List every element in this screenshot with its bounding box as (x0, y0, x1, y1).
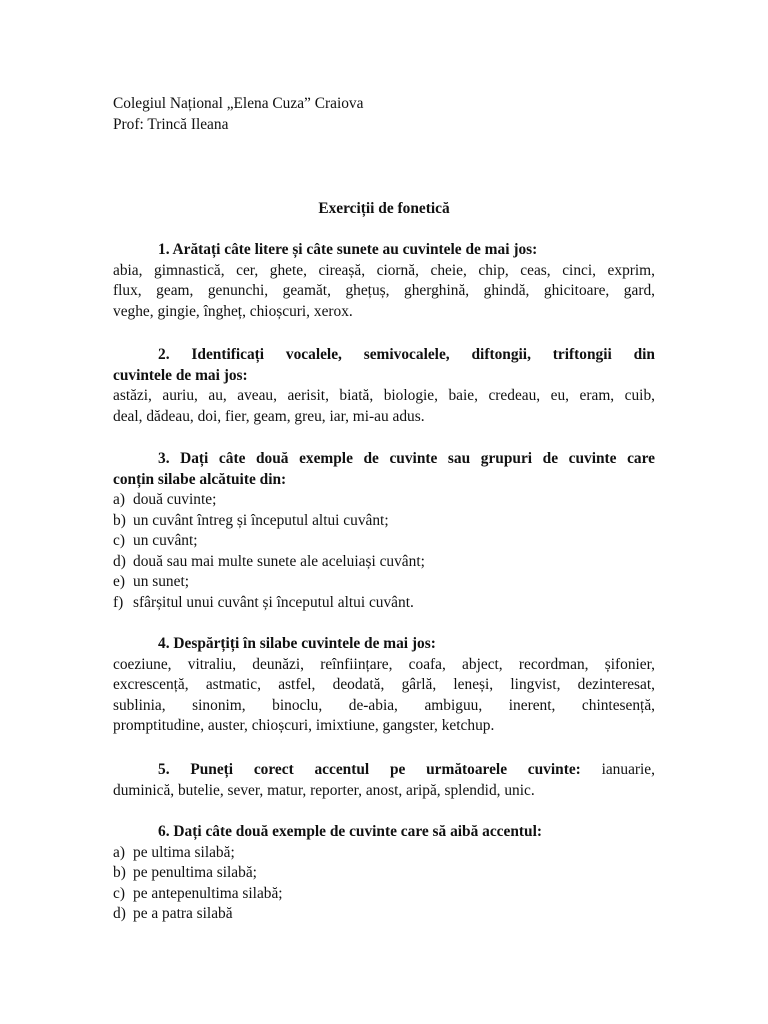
header (113, 94, 363, 135)
exercise-2-question-line1: 2. Identificați vocalele, semivocalele, diftongii, triftongii din (158, 346, 655, 363)
exercise-1 (113, 240, 655, 322)
list-item (113, 904, 655, 925)
list-item (113, 552, 655, 573)
list-item-text: un sunet; (133, 573, 190, 590)
exercise-4-line: excrescență, astmatic, astfel, deodată, gârlă, leneși, lingvist, dezinteresat, (113, 676, 655, 693)
exercise-1-line: flux, geam, genunchi, geamăt, ghețuș, gherghină, ghindă, ghicitoare, gard, (113, 282, 655, 299)
exercise-4-line: coeziune, vitraliu, deunăzi, reînființare, coafa, abject, recordman, șifonier, (113, 655, 655, 673)
list-item (113, 863, 655, 884)
list-item-text: pe antepenultima silabă; (133, 884, 283, 902)
exercise-6 (113, 822, 655, 925)
list-item (113, 511, 655, 532)
list-item-text: două sau mai multe sunete ale aceluiași cuvânt; (133, 552, 425, 570)
exercise-2 (113, 345, 655, 427)
school-name: Colegiul Național „Elena Cuza” Craiova (113, 95, 364, 112)
list-item-label: c) (113, 532, 125, 549)
exercise-4-line: sublinia, sinonim, binoclu, de-abia, ambiguu, inerent, chintesență, (113, 696, 655, 714)
list-item-label: a) (113, 843, 125, 861)
list-item-label: a) (113, 491, 125, 508)
list-item (113, 843, 655, 864)
teacher-name: Prof: Trincă Ileana (113, 115, 229, 133)
exercise-3 (113, 449, 655, 613)
exercise-5 (113, 760, 655, 801)
exercise-2-question-line2: cuvintele de mai jos: (113, 366, 248, 384)
exercise-1-line: veghe, gingie, îngheț, chioșcuri, xerox. (113, 302, 353, 320)
exercise-5-words: duminică, butelie, sever, matur, reporter, anost, aripă, splendid, unic. (113, 781, 535, 799)
list-item (113, 884, 655, 905)
list-item (113, 593, 655, 614)
list-item-label: d) (113, 552, 126, 570)
list-item (113, 490, 655, 511)
list-item-text: pe ultima silabă; (133, 843, 235, 861)
list-item-label: f) (113, 593, 124, 611)
list-item (113, 531, 655, 552)
list-item-text: două cuvinte; (133, 491, 217, 508)
list-item (113, 572, 655, 593)
exercise-2-line: astăzi, auriu, au, aveau, aerisit, biată, biologie, baie, credeau, eu, eram, cuib, (113, 387, 655, 404)
exercise-4-line: promptitudine, auster, chioșcuri, imixtiune, gangster, ketchup. (113, 717, 495, 734)
exercise-5-question: 5. Puneți corect accentul pe următoarele cuvinte: (158, 761, 581, 778)
page-title: Exerciții de fonetică (318, 200, 450, 217)
list-item-text: un cuvânt; (133, 532, 198, 549)
exercise-6-question: 6. Dați câte două exemple de cuvinte care să aibă accentul: (158, 823, 542, 840)
list-item-text: sfârșitul unui cuvânt și începutul altui cuvânt. (133, 593, 414, 611)
list-item-label: d) (113, 905, 126, 922)
list-item-label: b) (113, 864, 126, 881)
list-item-text: pe a patra silabă (133, 905, 233, 922)
exercise-4-question: 4. Despărțiți în silabe cuvintele de mai jos: (158, 635, 436, 652)
exercise-1-question: 1. Arătați câte litere și câte sunete au cuvintele de mai jos: (158, 241, 538, 258)
exercise-3-question-line1: 3. Dați câte două exemple de cuvinte sau grupuri de cuvinte care (158, 450, 655, 467)
exercise-5-line1 (113, 760, 655, 781)
exercise-1-line: abia, gimnastică, cer, ghete, cireașă, ciornă, cheie, chip, ceas, cinci, exprim, (113, 261, 655, 279)
exercise-3-question-line2: conțin silabe alcătuite din: (113, 470, 287, 488)
list-item-text: pe penultima silabă; (133, 864, 257, 881)
list-item-label: b) (113, 511, 126, 529)
exercise-2-line: deal, dădeau, doi, fier, geam, greu, iar, mi-au adus. (113, 407, 425, 425)
list-item-label: e) (113, 573, 125, 590)
exercise-6-list (113, 843, 655, 925)
list-item-label: c) (113, 884, 125, 902)
exercise-4 (113, 634, 655, 737)
exercise-3-list (113, 490, 655, 613)
list-item-text: un cuvânt întreg și începutul altui cuvânt; (133, 511, 389, 529)
exercise-5-words-start: ianuarie, (601, 761, 655, 778)
